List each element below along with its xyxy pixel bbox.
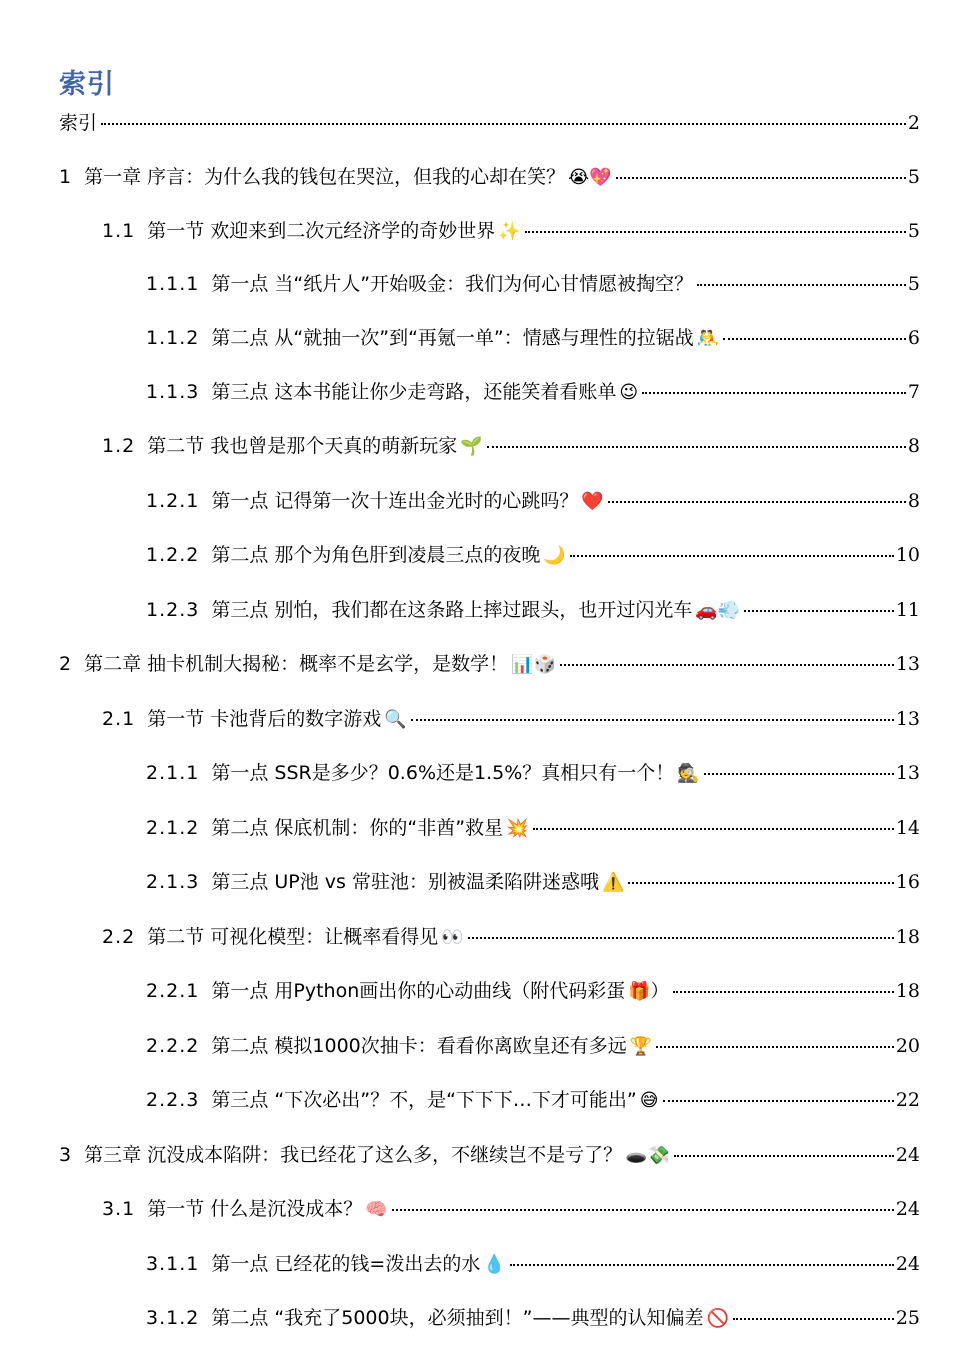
eyes-icon: 👀: [441, 927, 464, 948]
toc-entry-number: 2.2.1: [146, 980, 200, 1002]
dot-leader: [570, 555, 894, 557]
dot-leader: [723, 338, 906, 340]
dot-leader: [697, 284, 906, 286]
toc-entry-page: 25: [895, 1307, 920, 1329]
toc-entry[interactable]: [102, 923, 920, 951]
toc-entry-page: 24: [895, 1253, 920, 1275]
warning-icon: ⚠️: [602, 872, 625, 893]
toc-entry-number: 1.1: [102, 220, 136, 242]
toc-entry-number: 1.2.1: [146, 490, 200, 512]
dot-leader: [642, 392, 906, 394]
toc-entry[interactable]: [146, 487, 920, 515]
toc-entry-number: 2: [59, 653, 73, 675]
car-dash-icon: 🚗💨: [695, 600, 741, 621]
toc-entry[interactable]: [59, 1141, 920, 1169]
toc-entry[interactable]: [102, 432, 920, 460]
wrestling-icon: 🤼: [696, 328, 720, 349]
toc-entry[interactable]: [59, 109, 920, 137]
toc-entry[interactable]: [146, 814, 920, 842]
toc-entry-title: 第一点 记得第一次十连出金光时的心跳吗？: [211, 490, 579, 512]
toc-entry-page: 7: [907, 381, 920, 403]
dot-leader: [656, 1046, 894, 1048]
toc-entry-page: 10: [895, 544, 920, 566]
toc-entry-title: 第二点 保底机制：你的“非酋”救星: [211, 817, 504, 839]
gift-icon: 🎁）: [628, 981, 669, 1002]
sparkles-icon: ✨: [498, 221, 521, 242]
dot-leader: [608, 501, 906, 503]
toc-entry[interactable]: [146, 1304, 920, 1332]
toc-entry[interactable]: [146, 1086, 920, 1114]
toc-entry-page: 24: [895, 1198, 920, 1220]
toc-entry[interactable]: [59, 650, 920, 678]
crescent-moon-icon: 🌙: [543, 545, 566, 566]
toc-entry[interactable]: [59, 163, 920, 191]
toc-entry-title: 第一节 卡池背后的数字游戏: [147, 708, 382, 730]
toc-entry-number: 1.2.2: [146, 544, 200, 566]
toc-entry-number: 2.2.2: [146, 1035, 200, 1057]
toc-entry-page: 8: [907, 435, 920, 457]
dot-leader: [704, 773, 894, 775]
dot-leader: [673, 991, 894, 993]
toc-entry-title: 索引: [59, 112, 98, 134]
toc-entry[interactable]: [146, 868, 920, 896]
toc-entry-title: 第三点 别怕，我们都在这条路上摔过跟头，也开过闪光车: [211, 599, 693, 621]
droplet-icon: 💧: [483, 1254, 506, 1275]
toc-entry-page: 5: [907, 220, 920, 242]
toc-entry-page: 18: [895, 980, 920, 1002]
toc-entry-title: 第二点 “我充了5000块，必须抽到！”——典型的认知偏差: [211, 1307, 704, 1329]
toc-entry-title: 第一点 已经花的钱=泼出去的水: [211, 1253, 481, 1275]
toc-entry-page: 8: [907, 490, 920, 512]
dot-leader: [411, 719, 894, 721]
toc-entry[interactable]: [146, 378, 920, 406]
dot-leader: [616, 177, 906, 179]
dot-leader: [733, 1318, 894, 1320]
toc-entry-number: 1.2: [102, 435, 136, 457]
toc-entry-title: 第三点 “下次必出”？不，是“下下下…下才可能出”: [211, 1089, 637, 1111]
dot-leader: [560, 664, 894, 666]
dot-leader: [663, 1100, 894, 1102]
dot-leader: [525, 231, 906, 233]
toc-entry-number: 2.1: [102, 708, 136, 730]
toc-entry-page: 14: [895, 817, 920, 839]
dot-leader: [628, 882, 893, 884]
dot-leader: [674, 1155, 894, 1157]
toc-entry-title: 第三点 这本书能让你少走弯路，还能笑着看账单: [211, 381, 617, 403]
toc-entry-number: 1.1.1: [146, 273, 200, 295]
toc-entry-title: 第一点 当“纸片人”开始吸金：我们为何心甘情愿被掏空？: [211, 273, 694, 295]
dot-leader: [487, 446, 906, 448]
dot-leader: [744, 610, 894, 612]
toc-entry-title: 第二章 抽卡机制大揭秘：概率不是玄学，是数学！: [84, 653, 509, 675]
toc-entry-title: 第一点 SSR是多少？0.6%还是1.5%？真相只有一个！: [211, 762, 675, 784]
dot-leader: [101, 123, 906, 125]
toc-entry-number: 3.1.1: [146, 1253, 200, 1275]
toc-entry-title: 第一节 什么是沉没成本？: [147, 1198, 363, 1220]
toc-entry-number: 1.1.3: [146, 381, 200, 403]
toc-entry-number: 2.2: [102, 926, 136, 948]
hole-money-icon: 🕳️💸: [625, 1145, 670, 1166]
toc-entry[interactable]: [146, 270, 920, 298]
toc-entry-page: 20: [895, 1035, 920, 1057]
brain-icon: 🧠: [365, 1199, 388, 1220]
toc-entry-page: 18: [895, 926, 920, 948]
toc-entry-page: 24: [895, 1144, 920, 1166]
toc-entry[interactable]: [146, 1032, 920, 1060]
toc-entry-number: 1: [59, 166, 73, 188]
seedling-icon: 🌱: [460, 436, 483, 457]
toc-entry-page: 6: [907, 327, 920, 349]
toc-entry-page: 22: [895, 1089, 920, 1111]
toc-entry[interactable]: [102, 217, 920, 245]
toc-entry-number: 2.2.3: [146, 1089, 200, 1111]
toc-entry-title: 第二节 可视化模型：让概率看得见: [147, 926, 439, 948]
toc-entry-title: 第二点 那个为角色肝到凌晨三点的夜晚: [211, 544, 541, 566]
toc-entry-page: 5: [907, 166, 920, 188]
toc-entry[interactable]: [146, 541, 920, 569]
toc-entry[interactable]: [146, 596, 920, 624]
detective-icon: 🕵️: [677, 763, 700, 784]
toc-entry-title: 第二点 从“就抽一次”到“再氪一单”：情感与理性的拉锯战: [211, 327, 694, 349]
toc-entry[interactable]: [102, 1195, 920, 1223]
dot-leader: [533, 828, 894, 830]
toc-entry-number: 1.1.2: [146, 327, 200, 349]
toc-entry[interactable]: [102, 705, 920, 733]
toc-entry-title: 第一点 用Python画出你的心动曲线（附代码彩蛋: [211, 980, 626, 1002]
toc-entry[interactable]: [146, 759, 920, 787]
trophy-icon: 🏆: [629, 1036, 653, 1057]
toc-entry-number: 3: [59, 1144, 73, 1166]
red-heart-icon: ❤️: [581, 491, 604, 512]
toc-entry-title: 第三点 UP池 vs 常驻池：别被温柔陷阱迷惑哦: [211, 871, 599, 893]
toc-entry-page: 13: [895, 708, 920, 730]
toc-entry-page: 13: [895, 653, 920, 675]
toc-entry-title: 第一节 欢迎来到二次元经济学的奇妙世界: [147, 220, 496, 242]
toc-entry-number: 2.1.1: [146, 762, 200, 784]
index-heading: 索引: [59, 69, 115, 100]
toc-entry-number: 1.2.3: [146, 599, 200, 621]
toc-entry-number: 3.1: [102, 1198, 136, 1220]
dot-leader: [510, 1264, 894, 1266]
toc-entry-page: 11: [895, 599, 920, 621]
toc-entry[interactable]: [146, 1250, 920, 1278]
dot-leader: [468, 937, 894, 939]
toc-entry-number: 3.1.2: [146, 1307, 200, 1329]
toc-entry-page: 13: [895, 762, 920, 784]
dot-leader: [392, 1209, 894, 1211]
magnifier-icon: 🔍: [384, 709, 407, 730]
toc-entry-number: 2.1.2: [146, 817, 200, 839]
sweat-smile-icon: 😅: [639, 1090, 659, 1111]
toc-entry[interactable]: [146, 324, 920, 352]
winking-face-icon: 😉: [619, 382, 639, 403]
prohibited-icon: 🚫: [706, 1308, 729, 1329]
toc-entry-title: 第二点 模拟1000次抽卡：看看你离欧皇还有多远: [211, 1035, 627, 1057]
chart-dice-icon: 📊🎲: [511, 654, 556, 675]
toc-entry-title: 第二节 我也曾是那个天真的萌新玩家: [147, 435, 458, 457]
collision-icon: 💥: [506, 818, 529, 839]
toc-entry-page: 16: [895, 871, 920, 893]
toc-entry-number: 2.1.3: [146, 871, 200, 893]
toc-entry-page: 2: [907, 112, 920, 134]
toc-entry-page: 5: [907, 273, 920, 295]
toc-entry[interactable]: [146, 977, 920, 1005]
toc-entry-title: 第一章 序言：为什么我的钱包在哭泣，但我的心却在笑？: [84, 166, 566, 188]
crying-heart-icon: 😭💖: [568, 167, 612, 188]
toc-entry-title: 第三章 沉没成本陷阱：我已经花了这么多，不继续岂不是亏了？: [84, 1144, 623, 1166]
